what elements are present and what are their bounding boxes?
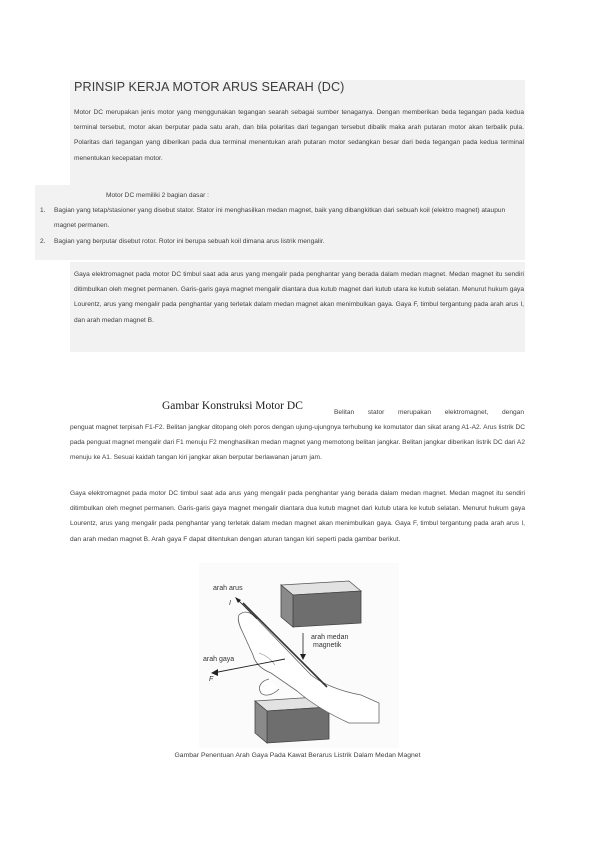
field-arrow (300, 633, 306, 660)
label-field-line-1: arah medan (311, 634, 349, 641)
left-hand-rule-illustration (199, 563, 399, 748)
label-force: arah gaya (203, 656, 235, 663)
north-magnet-block (281, 581, 361, 627)
list-item-text: Bagian yang berputar disebut rotor. Rotor ini berupa sebuah koil dimana arus listrik mengalir. (54, 238, 325, 245)
label-field-line-2: magnetik (313, 642, 342, 649)
list-item (40, 203, 525, 233)
label-current-symbol: I (229, 600, 231, 607)
parts-intro: Motor DC memiliki 2 bagian dasar : (106, 192, 209, 199)
construction-paragraph-start: Belitan stator merupakan elektromagnet, dengan (334, 409, 524, 416)
list-item-number: 2. (40, 238, 46, 245)
label-current: arah arus (213, 585, 243, 592)
list-item-text: Bagian yang tetap/stasioner yang disebut stator. Stator ini menghasilkan medan magnet, baik yang dibangkitkan dari sebuah koil (elektro magnet) ataupun magnet permanen. (54, 207, 506, 230)
construction-paragraph: penguat magnet terpisah F1-F2. Belitan jangkar ditopang oleh poros dengan ujung-ujungnya terhubung ke komutator dan sikat arang A1-A2. Arus listrik DC pada penguat magnet mengalir dari F1 menuju F2 menghasilkan medan magnet yang memotong belitan jangkar. Belitan jangkar diberikan listrik DC dari A2 menuju ke A1. Sesuai kaidah tangan kiri jangkar akan berputar berlawanan jarum jam. (70, 424, 525, 462)
page-title: PRINSIP KERJA MOTOR ARUS SEARAH (DC) (74, 80, 345, 94)
left-hand-rule-svg (199, 563, 399, 748)
label-field (311, 634, 350, 649)
force-paragraph-1: Gaya elektromagnet pada motor DC timbul saat ada arus yang mengalir pada penghantar yang berada dalam medan magnet. Medan magnet itu sendiri ditimbulkan oleh megnet permanen. Garis-garis gaya magnet mengalir diantara dua kutub magnet dari kutub utara ke kutub selatan. Menurut hukum gaya Lourentz, arus yang mengalir pada penghantar yang terletak dalam medan magnet akan menimbulkan gaya. Gaya F, timbul tergantung pada arah arus I, dan arah medan magnet B. (74, 271, 524, 324)
figure-caption: Gambar Penentuan Arah Gaya Pada Kawat Berarus Listrik Dalam Medan Magnet (174, 752, 421, 759)
label-force-symbol: F (209, 676, 214, 683)
list-item (40, 234, 525, 249)
list-item-number: 1. (40, 207, 46, 214)
intro-paragraph: Motor DC merupakan jenis motor yang menggunakan tegangan searah sebagai sumber tenaganya. Dengan memberikan beda tegangan pada kedua terminal tersebut, motor akan berputar pada satu arah, dan bila polaritas dari tegangan tersebut dibalik maka arah putaran motor akan terbalik pula. Polaritas dari tegangan yang diberikan pada dua terminal menentukan arah putaran motor sedangkan besar dari beda tegangan pada kedua terminal menentukan kecepatan motor. (74, 109, 524, 162)
force-paragraph-2: Gaya elektromagnet pada motor DC timbul saat ada arus yang mengalir pada penghantar yang berada dalam medan magnet. Medan magnet itu sendiri ditimbulkan oleh megnet permanen. Garis-garis gaya magnet mengalir diantara dua kutub magnet dari kutub utara ke kutub selatan. Menurut hukum gaya Lourentz, arus yang mengalir pada penghantar yang terletak dalam medan magnet akan menimbulkan gaya. Gaya F, timbul tergantung pada arah arus I, dan arah medan magnet B. Arah gaya F dapat ditentukan dengan aturan tangan kiri seperti pada gambar berikut. (70, 490, 525, 543)
figure-heading: Gambar Konstruksi Motor DC (162, 400, 303, 412)
